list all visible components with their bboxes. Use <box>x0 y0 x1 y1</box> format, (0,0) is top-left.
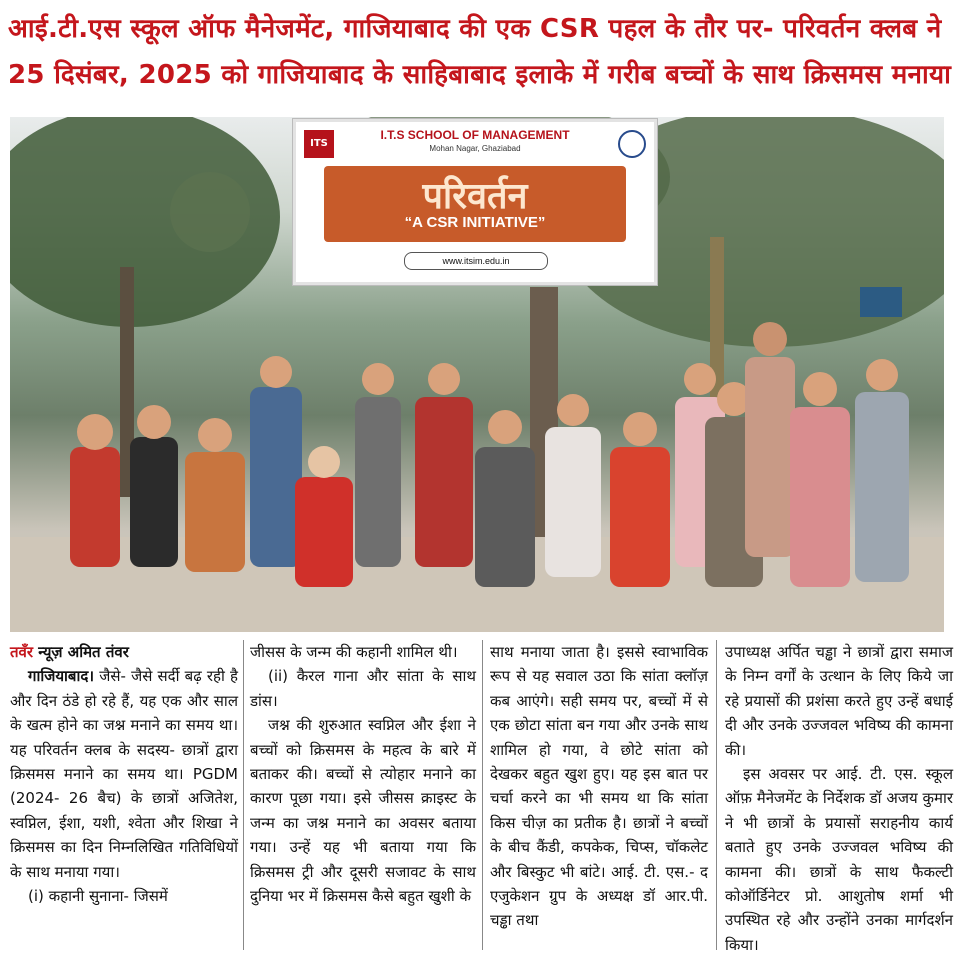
csr-banner <box>293 119 657 285</box>
reporter: न्यूज़ अमित तंवर <box>38 643 129 661</box>
seal-icon <box>618 130 646 158</box>
banner-school-name: I.T.S SCHOOL OF MANAGEMENT <box>380 128 570 142</box>
banner-location: Mohan Nagar, Ghaziabad <box>429 144 521 153</box>
article-paragraph: साथ मनाया जाता है। इससे स्वाभाविक रूप से यह सवाल उठा कि सांता क्लॉज़ कब आएंगे। सही समय पर, बच्चों में से एक छोटा सांता बन गया और उनके साथ शामिल हो गया, वे छोटे सांता को देखकर बहुत खुश हुए। यह इस बात पर चर्चा करने का भी समय था कि सांता किस चीज़ का प्रतीक है। छात्रों ने बच्चों के बीच कैंडी, कपकेक, चिप्स, चॉकलेट और बिस्कुट भी बांटे। आई. टी. एस.- द एजुकेशन ग्रुप के अध्यक्ष डॉ आर.पी. चड्ढा तथा <box>490 643 708 930</box>
banner-website: www.itsim.edu.in <box>404 252 548 270</box>
article-paragraph: जीसस के जन्म की कहानी शामिल थी। <box>250 643 458 661</box>
article-column-4 <box>725 640 953 955</box>
banner-title: परिवर्तन <box>422 176 528 217</box>
article-column-3 <box>490 640 708 955</box>
column-divider <box>482 640 483 950</box>
column-divider <box>243 640 244 950</box>
article-paragraph: इस अवसर पर आई. टी. एस. स्कूल ऑफ़ मैनेजमेंट के निर्देशक डॉ अजय कुमार ने भी छात्रों के प्रयासों सराहनीय कार्य बताते हुए उनके उज्जवल भविष्य की कामना की। छात्रों के साथ फैकल्टी कोऑर्डिनेटर प्रो. आशुतोष शर्मा भी उपस्थित रहे और उन्होंने उनका मार्गदर्शन किया। <box>725 765 953 954</box>
its-logo: ITS <box>304 130 334 158</box>
paragraph-text: जैसे- जैसे सर्दी बढ़ रही है और दिन ठंडे हो रहे हैं, यह एक और साल के खत्म होने का जश्न मनाने का समय था। यह परिवर्तन क्लब के सदस्य- छात्रों द्वारा क्रिसमस मनाने का समय था। PGDM (2024- 26 बैच) के छात्रों अजितेश, स्वप्निल, ईशा, यशी, श्वेता और शिखा ने क्रिसमस का दिन निम्नलिखित गतिविधियों के साथ मनाया गया। <box>10 667 238 881</box>
article-paragraph: (i) कहानी सुनाना- जिसमें <box>28 887 168 906</box>
article-paragraph: उपाध्यक्ष अर्पित चड्ढा ने छात्रों द्वारा समाज के निम्न वर्गों के उत्थान के लिए किये जा रहे प्रयासों की प्रशंसा करते हुए उन्हें बधाई दी और उनके उज्जवल भविष्य की कामना की। <box>725 643 953 759</box>
article-paragraph <box>10 664 238 884</box>
bureau-name: तवँर <box>10 643 34 661</box>
column-divider <box>716 640 717 950</box>
banner-title-panel <box>324 166 626 242</box>
headline <box>8 6 956 98</box>
article-column-2 <box>250 640 476 955</box>
byline <box>10 640 238 664</box>
headline-line-2: 25 दिसंबर, 2025 को गाजियाबाद के साहिबाबाद इलाके में गरीब बच्चों के साथ क्रिसमस मनाया <box>8 60 952 90</box>
news-photo <box>10 117 944 632</box>
article-column-1 <box>10 640 238 955</box>
banner-subtitle: “A CSR INITIATIVE” <box>404 214 546 231</box>
article-paragraph: (ii) कैरल गाना और सांता के साथ डांस। <box>250 667 476 710</box>
article-paragraph: जश्न की शुरुआत स्वप्निल और ईशा ने बच्चों को क्रिसमस के महत्व के बारे में बताकर की। बच्चों से त्योहार मनाने का कारण पूछा गया। इसे जीसस क्राइस्ट के जन्म का जश्न मनाने का अवसर बताया गया। उन्हें यह भी बताया गया कि क्रिसमस ट्री और दूसरी सजावट के साथ दुनिया भर में क्रिसमस कैसे बहुत खुशी के <box>250 716 476 906</box>
dateline: गाजियाबाद। <box>28 667 95 686</box>
headline-line-1: आई.टी.एस स्कूल ऑफ मैनेजमेंट, गाजियाबाद की एक CSR पहल के तौर पर- परिवर्तन क्लब ने <box>8 14 942 44</box>
